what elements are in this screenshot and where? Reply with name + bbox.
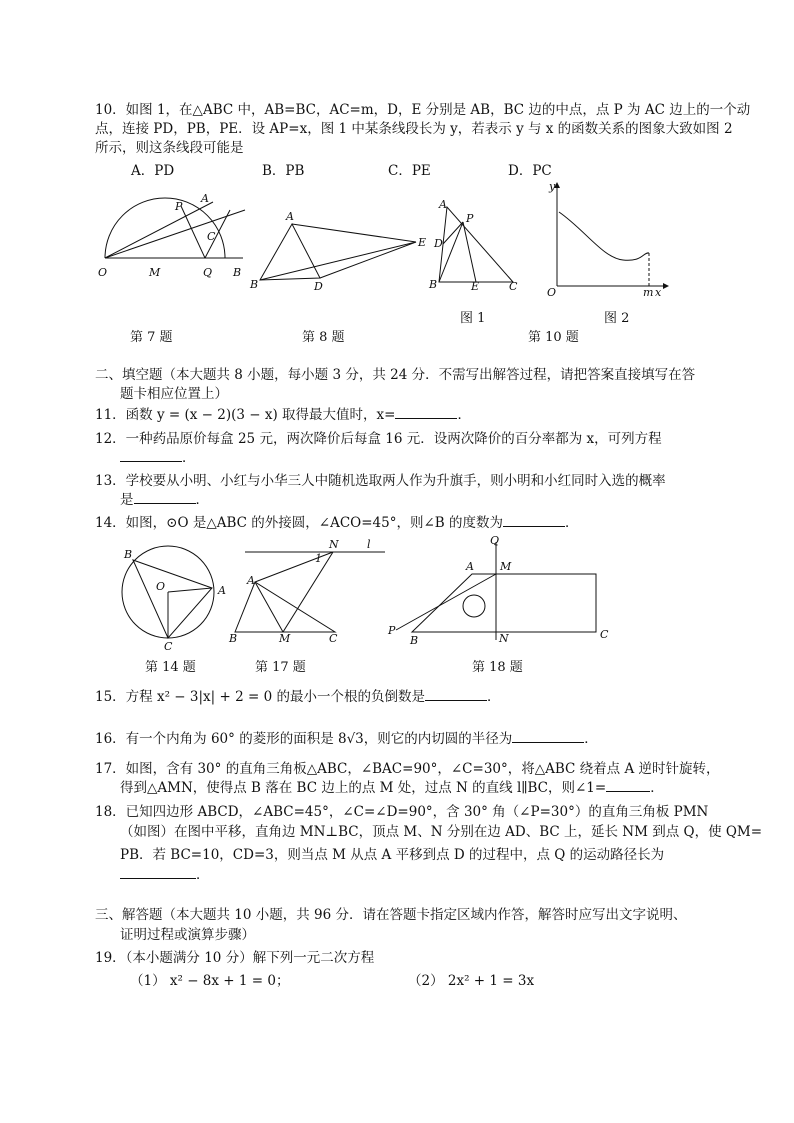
- q12-line2: [120, 449, 196, 467]
- q14-label-b: B: [124, 548, 133, 561]
- q10-line1: 10．如图 1，在△ABC 中，AB=BC，AC=m，D，E 分别是 AB，BC 边的中点，点 P 为 AC 边上的一个动: [95, 102, 751, 118]
- q15-answer-blank[interactable]: [425, 688, 487, 701]
- fig2-label-y: y: [549, 180, 556, 193]
- q17-label-m: M: [279, 632, 291, 645]
- q17-end: ．: [650, 780, 664, 796]
- q11-end: ．: [457, 407, 471, 423]
- q16-text: 16．有一个内角为 60° 的菱形的面积是 8√3，则它的内切圆的半径为: [95, 731, 513, 747]
- q10-line2: 点，连接 PD，PB，PE．设 AP=x，图 1 中某条线段长为 y，若表示 y 与 x 的函数关系的图象大致如图 2: [95, 121, 733, 137]
- fig1-label-c: C: [509, 280, 518, 293]
- q18-label-c: C: [600, 628, 609, 641]
- q17-label-c: C: [329, 632, 338, 645]
- q18-line3: PB．若 BC=10，CD=3，则当点 M 从点 A 平移到点 D 的过程中，点 Q 的运动路径长为: [120, 847, 665, 863]
- q8-label-a: A: [286, 210, 294, 223]
- fig1-label-b: B: [429, 278, 438, 291]
- q18-figure: [386, 536, 616, 646]
- q18-label-m: M: [500, 560, 512, 573]
- q17-figure: [225, 540, 390, 645]
- section3-heading-line1: 三、解答题（本大题共 10 小题，共 96 分．请在答题卡指定区域内作答，解答时应写出文字说明、: [95, 907, 687, 923]
- q14-answer-blank[interactable]: [503, 514, 565, 527]
- q14: [95, 514, 579, 532]
- caption-q8: 第 8 题: [302, 330, 345, 345]
- q7-label-m: M: [149, 266, 161, 279]
- q18-line2: （如图）在图中平移，直角边 MN⊥BC，顶点 M、N 分别在边 AD、BC 上，延长 NM 到点 Q，使 QM=: [120, 824, 763, 840]
- q13-line2: [120, 491, 209, 509]
- q11-text: 11．函数 y = (x − 2)(3 − x) 取得最大值时，x=: [95, 407, 396, 423]
- q17-line1: 17．如图，含有 30° 的直角三角板△ABC，∠BAC=90°，∠C=30°，将△ABC 绕着点 A 逆时针旋转，: [95, 761, 720, 777]
- fig1-label-d: D: [434, 237, 443, 250]
- q13-end: ．: [195, 492, 209, 508]
- caption-q14: 第 14 题: [145, 660, 196, 675]
- q17-label-1: 1: [315, 552, 322, 565]
- q10-option-a: A．PD: [131, 163, 175, 179]
- q17-label-b: B: [229, 632, 238, 645]
- section2-heading-line1: 二、填空题（本大题共 8 小题，每小题 3 分，共 24 分．不需写出解答过程，请把答案直接填写在答: [95, 367, 696, 383]
- fig1-label-e: E: [471, 280, 480, 293]
- q15: [95, 688, 500, 706]
- q19-title: 19．（本小题满分 10 分）解下列一元二次方程: [95, 950, 375, 966]
- fig2-label-o: O: [547, 286, 557, 299]
- q11: [95, 406, 471, 424]
- caption-q7: 第 7 题: [130, 330, 173, 345]
- q14-label-a: A: [218, 584, 226, 597]
- q16: [95, 730, 598, 748]
- q13-line1: 13．学校要从小明、小红与小华三人中随机选取两人作为升旗手，则小明和小红同时入选的概率: [95, 473, 666, 489]
- q7-label-p: P: [175, 200, 183, 213]
- q16-answer-blank[interactable]: [512, 730, 584, 743]
- q18-end: ．: [196, 867, 210, 883]
- fig1-label-p: P: [466, 212, 474, 225]
- q14-label-o: O: [156, 580, 166, 593]
- q18-answer-blank[interactable]: [120, 866, 196, 879]
- q18-label-p: P: [388, 624, 396, 637]
- fig1-label-a: A: [439, 198, 447, 211]
- q18-label-a: A: [466, 560, 474, 573]
- q17-text2: 得到△AMN，使得点 B 落在 BC 边上的点 M 处，过点 N 的直线 l∥BC，则∠1=: [120, 780, 607, 796]
- q10-option-b: B．PB: [262, 163, 305, 179]
- q14-end: ．: [565, 515, 579, 531]
- caption-q10: 第 10 题: [528, 330, 579, 345]
- q19-part1: （1） x² − 8x + 1 = 0；: [130, 973, 290, 989]
- caption-q17: 第 17 题: [255, 660, 306, 675]
- q12-answer-blank[interactable]: [120, 449, 182, 462]
- q14-figure: [118, 542, 228, 652]
- q18-label-n: N: [499, 632, 509, 645]
- fig2-label-x: x: [655, 286, 662, 299]
- q8-label-d: D: [314, 280, 323, 293]
- q18-label-q: Q: [490, 534, 500, 547]
- q16-end: ．: [584, 731, 598, 747]
- q18-line4: [120, 866, 210, 884]
- q10-option-c: C．PE: [388, 163, 431, 179]
- caption-fig2: 图 2: [604, 311, 630, 326]
- q11-answer-blank[interactable]: [395, 406, 457, 419]
- q10-line3: 所示，则这条线段可能是: [95, 140, 244, 156]
- q10-fig1: [425, 192, 525, 297]
- q17-answer-blank[interactable]: [606, 779, 650, 792]
- fig2-label-m: m: [643, 286, 654, 299]
- q12-end: ．: [182, 450, 196, 466]
- q17-label-a: A: [247, 574, 255, 587]
- q17-label-n: N: [329, 538, 339, 551]
- q14-label-c: C: [164, 640, 173, 653]
- q18-line1: 18．已知四边形 ABCD，∠ABC=45°，∠C=∠D=90°，含 30° 角（∠P=30°）的直角三角板 PMN: [95, 804, 709, 820]
- section2-heading-line2: 题卡相应位置上）: [120, 386, 228, 402]
- caption-fig1: 图 1: [460, 311, 486, 326]
- q10-option-d: D．PC: [508, 163, 552, 179]
- q15-end: ．: [486, 689, 501, 705]
- section3-heading-line2: 证明过程或演算步骤）: [120, 927, 255, 943]
- q17-line2: [120, 779, 664, 797]
- q19-part2: （2） 2x² + 1 = 3x: [408, 973, 535, 989]
- q8-label-b: B: [250, 278, 259, 291]
- q7-label-b: B: [233, 266, 242, 279]
- q12-line1: 12．一种药品原价每盒 25 元，两次降价后每盒 16 元．设两次降价的百分率都为 x，可列方程: [95, 431, 662, 447]
- q8-label-e: E: [418, 236, 427, 249]
- q18-label-b: B: [410, 634, 419, 647]
- q7-label-c: C: [207, 230, 216, 243]
- caption-q18: 第 18 题: [472, 660, 523, 675]
- q13-answer-blank[interactable]: [134, 491, 196, 504]
- q15-text: 15．方程 x² − 3|x| + 2 = 0 的最小一个根的负倒数是: [95, 689, 425, 705]
- q7-label-o: O: [98, 266, 108, 279]
- q13-text2: 是: [120, 492, 134, 508]
- q10-fig2: [545, 180, 675, 300]
- q8-figure: [248, 208, 428, 293]
- q7-label-a: A: [201, 192, 209, 205]
- q14-text: 14．如图，⊙O 是△ABC 的外接圆，∠ACO=45°，则∠B 的度数为: [95, 515, 503, 531]
- q17-label-l: l: [367, 538, 371, 551]
- q10-fig2-curve: [559, 212, 649, 260]
- q7-figure: [95, 190, 255, 290]
- q7-label-q: Q: [203, 266, 213, 279]
